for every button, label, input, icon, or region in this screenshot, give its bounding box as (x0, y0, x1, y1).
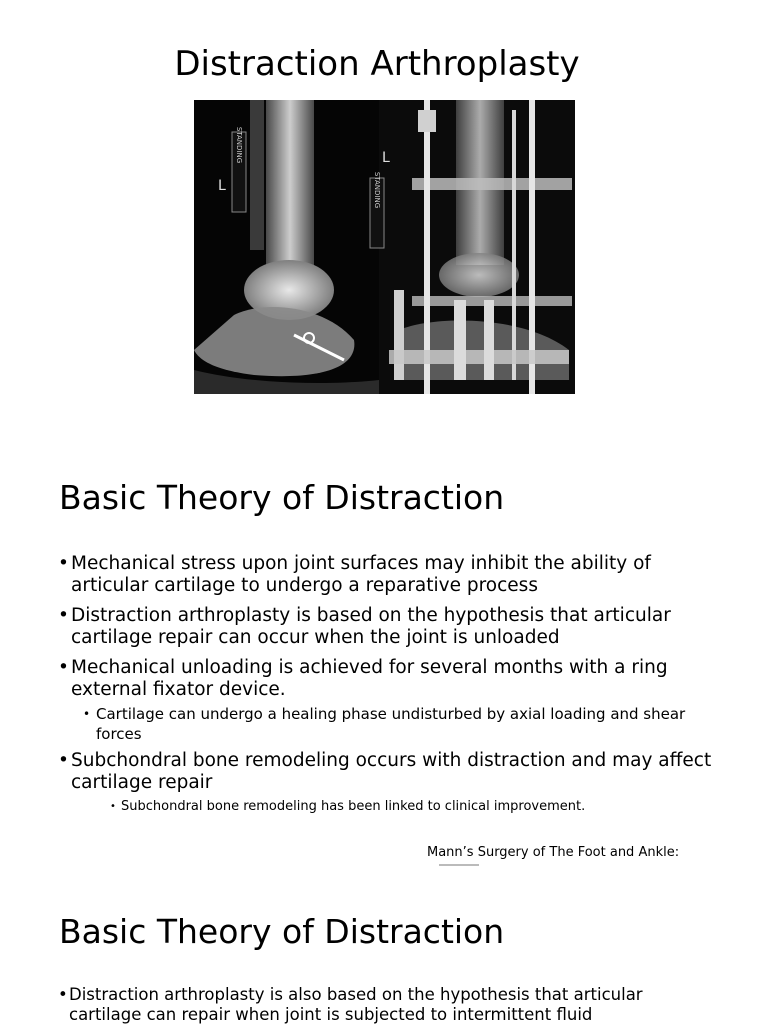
xray-standing-label-right: STANDING (373, 171, 381, 209)
citation: Mann’s Surgery of The Foot and Ankle: (427, 845, 680, 860)
xray-graphic (194, 100, 575, 394)
section-title: Basic Theory of Distraction (59, 478, 505, 517)
theory-bullet-list-2 (58, 985, 718, 1033)
xray-marker-left: L (218, 178, 226, 194)
section-title-2: Basic Theory of Distraction (59, 912, 505, 951)
bullet-item: • Distraction arthroplasty is based on the hypothesis that articular cartilage repair can occur when the joint is unloaded (58, 605, 718, 649)
bullet-item: • Mechanical stress upon joint surfaces may inhibit the ability of articular cartilage to undergo a reparative process (58, 553, 718, 597)
sub-bullet-item: • Cartilage can undergo a healing phase undisturbed by axial loading and shear forces (83, 704, 718, 744)
xray-standing-label-left: STANDING (235, 126, 243, 164)
slide-title: Distraction Arthroplasty (174, 44, 580, 84)
theory-bullet-list (58, 553, 718, 816)
xray-marker-right: L (382, 150, 390, 166)
bullet-item: • Distraction arthroplasty is also based on the hypothesis that articular cartilage can repair when joint is subjected to intermittent fluid (58, 985, 718, 1025)
ankle-xray-image (194, 100, 575, 394)
sub-sub-bullet-item: • Subchondral bone remodeling has been linked to clinical improvement. (108, 798, 718, 816)
bullet-item: • Mechanical unloading is achieved for several months with a ring external fixator device. (58, 657, 718, 701)
citation-continuation-clipped (427, 862, 507, 868)
bullet-item: • Subchondral bone remodeling occurs with distraction and may affect cartilage repair (58, 750, 718, 794)
